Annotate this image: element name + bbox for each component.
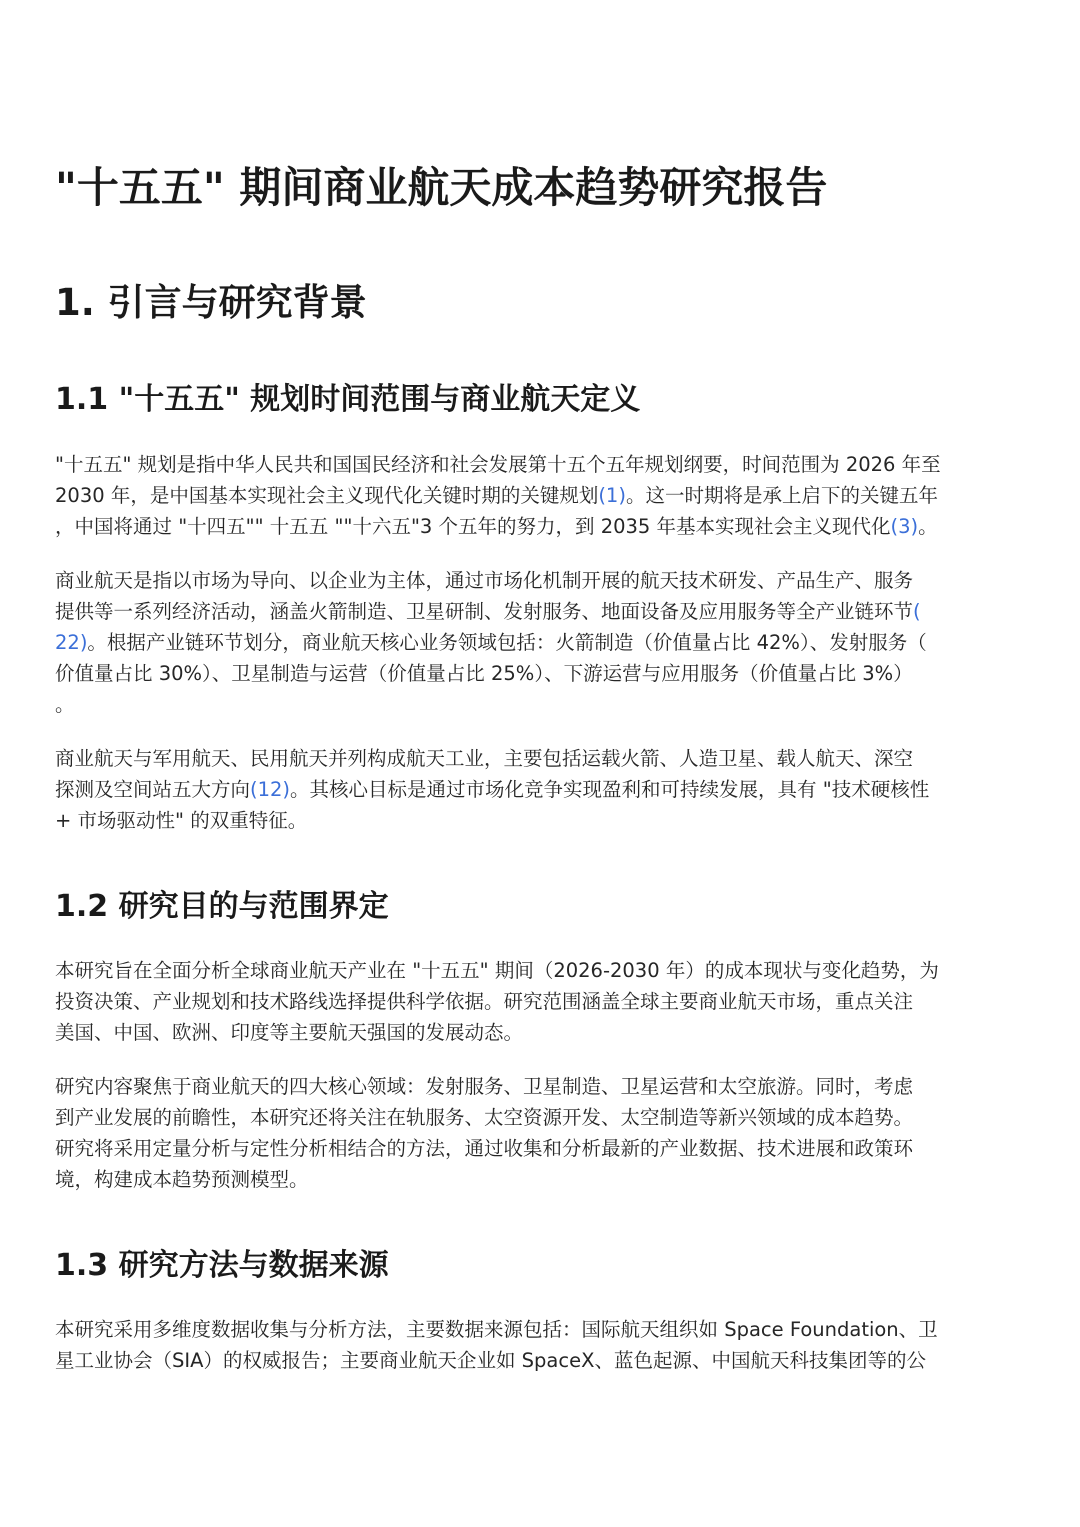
text-span: 。这一时期将是承上启下的关键五年: [625, 484, 938, 507]
text-line: 商业航天与军用航天、民用航天并列构成航天工业，主要包括运载火箭、人造卫星、载人航天、深空: [55, 747, 914, 770]
subsection-heading-1-3: 1.3 研究方法与数据来源: [55, 1248, 389, 1283]
text-line: 本研究旨在全面分析全球商业航天产业在 "十五五" 期间（2026-2030 年）的成本现状与变化趋势，为: [55, 959, 939, 982]
citation-link[interactable]: (3): [890, 515, 919, 538]
document-title: "十五五" 期间商业航天成本趋势研究报告: [55, 163, 828, 212]
subsection-heading-1-2: 1.2 研究目的与范围界定: [55, 889, 389, 924]
text-line: [55, 596, 1030, 627]
text-line: 价值量占比 30%）、卫星制造与运营（价值量占比 25%）、下游运营与应用服务（价值量占比 3%）: [55, 662, 913, 685]
text-line: 研究将采用定量分析与定性分析相结合的方法，通过收集和分析最新的产业数据、技术进展和政策环: [55, 1137, 914, 1160]
paragraph-1-3-a: [55, 1314, 1030, 1376]
text-line: 研究内容聚焦于商业航天的四大核心领域：发射服务、卫星制造、卫星运营和太空旅游。同时，考虑: [55, 1075, 914, 1098]
text-span: 2030 年，是中国基本实现社会主义现代化关键时期的关键规划: [55, 484, 599, 507]
text-line: 美国、中国、欧洲、印度等主要航天强国的发展动态。: [55, 1021, 524, 1044]
text-line: "十五五" 规划是指中华人民共和国国民经济和社会发展第十五个五年规划纲要，时间范围为 2026 年至: [55, 453, 941, 476]
text-line: 商业航天是指以市场为导向、以企业为主体，通过市场化机制开展的航天技术研发、产品生产、服务: [55, 569, 914, 592]
text-span: 探测及空间站五大方向: [55, 778, 251, 801]
text-line: 本研究采用多维度数据收集与分析方法，主要数据来源包括：国际航天组织如 Space Foundation、卫: [55, 1318, 938, 1341]
paragraph-1-1-a: [55, 449, 1030, 542]
paragraph-1-1-b: [55, 565, 1030, 720]
paragraph-1-2-b: [55, 1071, 1030, 1195]
subsection-heading-1-1: 1.1 "十五五" 规划时间范围与商业航天定义: [55, 382, 641, 417]
citation-link[interactable]: 22): [55, 631, 88, 654]
text-span: ，中国将通过 "十四五"" 十五五 ""十六五"3 个五年的努力，到 2035 年基本实现社会主义现代化: [55, 515, 891, 538]
citation-link[interactable]: (: [913, 600, 921, 623]
paragraph-1-1-c: [55, 743, 1030, 836]
paragraph-1-2-a: [55, 955, 1030, 1048]
text-span: 。其核心目标是通过市场化竞争实现盈利和可持续发展，具有 "技术硬核性: [290, 778, 930, 801]
text-line: 到产业发展的前瞻性，本研究还将关注在轨服务、太空资源开发、太空制造等新兴领域的成本趋势。: [55, 1106, 914, 1129]
text-line: + 市场驱动性" 的双重特征。: [55, 809, 308, 832]
citation-link[interactable]: (12): [250, 778, 291, 801]
text-line: 境，构建成本趋势预测模型。: [55, 1168, 309, 1191]
text-line: [55, 511, 1030, 542]
text-span: 。: [918, 515, 938, 538]
text-line: [55, 774, 1030, 805]
text-line: 星工业协会（SIA）的权威报告；主要商业航天企业如 SpaceX、蓝色起源、中国航天科技集团等的公: [55, 1349, 926, 1372]
text-line: 投资决策、产业规划和技术路线选择提供科学依据。研究范围涵盖全球主要商业航天市场，重点关注: [55, 990, 914, 1013]
text-span: 提供等一系列经济活动，涵盖火箭制造、卫星研制、发射服务、地面设备及应用服务等全产业链环节: [55, 600, 914, 623]
text-span: 。根据产业链环节划分，商业航天核心业务领域包括：火箭制造（价值量占比 42%）、发射服务（: [87, 631, 927, 654]
citation-link[interactable]: (1): [598, 484, 626, 507]
text-line: [55, 480, 1030, 511]
section-heading-1: 1. 引言与研究背景: [55, 281, 367, 324]
text-line: 。: [55, 693, 75, 716]
text-line: [55, 627, 1030, 658]
